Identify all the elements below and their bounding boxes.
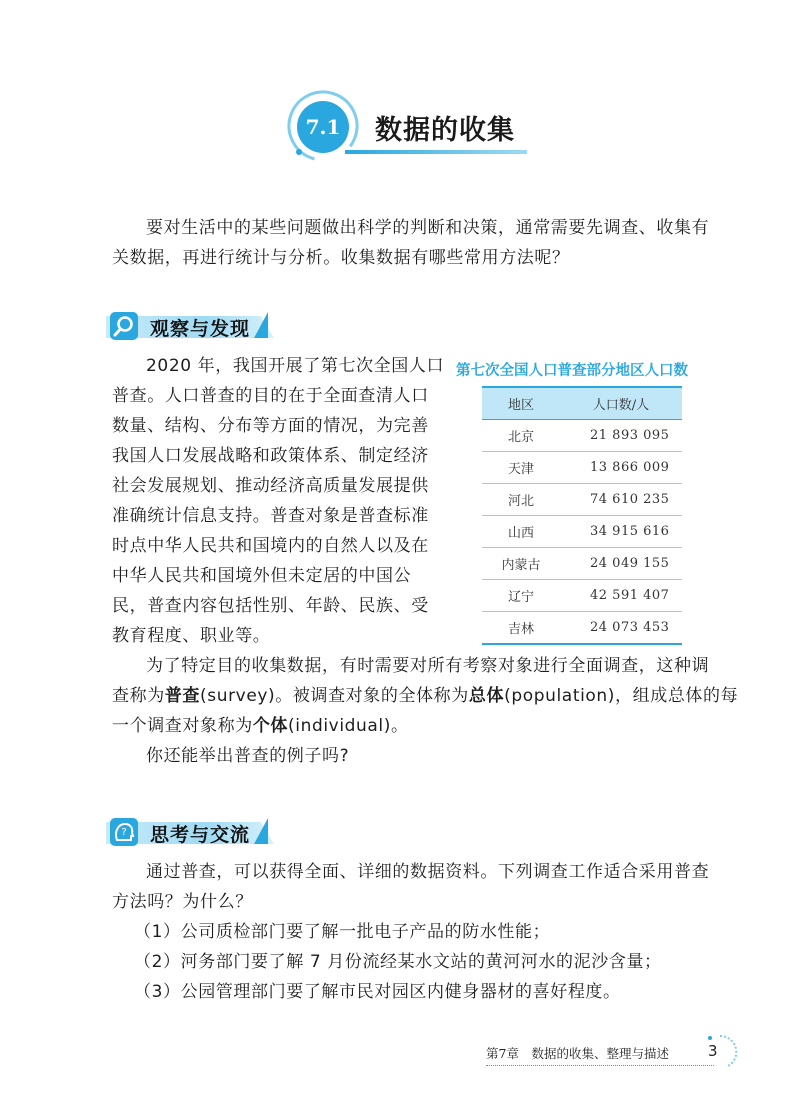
observe-line: 准确统计信息支持。普查对象是普查标准	[112, 506, 429, 526]
think-line-1: 通过普查，可以获得全面、详细的数据资料。下列调查工作适合采用普查	[146, 862, 710, 882]
definition-line-3: 一个调查对象称为个体(individual)。	[112, 716, 409, 736]
table-header-row	[482, 387, 682, 420]
term-individual: 个体	[252, 716, 289, 736]
definition-line-2: 查称为普查(survey)。被调查对象的全体称为总体(population)，组成总体的每	[112, 686, 739, 706]
observe-header-label: 观察与发现	[150, 318, 251, 340]
think-header	[106, 818, 286, 846]
population-cell: 21 893 095	[560, 420, 682, 452]
region-cell: 天津	[482, 452, 560, 484]
observe-line: 教育程度、职业等。	[112, 626, 271, 646]
term-population: 总体	[468, 686, 505, 706]
table-row	[482, 452, 682, 484]
table-caption: 第七次全国人口普查部分地区人口数	[456, 363, 688, 379]
region-cell: 吉林	[482, 612, 560, 645]
definition-question: 你还能举出普查的例子吗?	[146, 746, 350, 766]
observe-header	[106, 312, 286, 340]
section-heading	[285, 88, 545, 168]
table-row	[482, 612, 682, 645]
think-paragraph	[112, 857, 732, 1007]
table-row	[482, 580, 682, 612]
observe-line: 普查。人口普查的目的在于全面查清人口	[112, 386, 429, 406]
observe-line: 我国人口发展战略和政策体系、制定经济	[112, 446, 429, 466]
region-cell: 山西	[482, 516, 560, 548]
thinking-head-icon	[110, 818, 138, 846]
region-cell: 辽宁	[482, 580, 560, 612]
footer-arc-icon	[700, 1030, 740, 1070]
observe-line: 2020 年，我国开展了第七次全国人口	[146, 356, 445, 376]
population-cell: 13 866 009	[560, 452, 682, 484]
observe-line: 民，普查内容包括性别、年龄、民族、受	[112, 596, 429, 616]
column-header-population: 人口数/人	[560, 387, 682, 420]
term-census: 普查	[164, 686, 201, 706]
magnifier-icon	[110, 312, 138, 340]
svg-text:?: ?	[121, 827, 127, 838]
intro-line-1: 要对生活中的某些问题做出科学的判断和决策，通常需要先调查、收集有	[146, 218, 710, 238]
region-cell: 河北	[482, 484, 560, 516]
column-header-region: 地区	[482, 387, 560, 420]
footer-chapter: 第7章 数据的收集、整理与描述	[486, 1046, 669, 1061]
page-number: 3	[708, 1042, 718, 1060]
section-number: 7.1	[297, 101, 349, 153]
definition-line-1: 为了特定目的收集数据，有时需要对所有考察对象进行全面调查，这种调	[146, 656, 710, 676]
definition-paragraph	[112, 651, 739, 771]
think-item-2: （2）河务部门要了解 7 月份流经某水文站的黄河河水的泥沙含量；	[134, 952, 662, 972]
observe-line: 社会发展规划、推动经济高质量发展提供	[112, 476, 429, 496]
section-title: 数据的收集	[375, 115, 515, 146]
think-item-1: （1）公司质检部门要了解一批电子产品的防水性能；	[134, 922, 551, 942]
population-cell: 24 073 453	[560, 612, 682, 645]
population-table	[482, 386, 682, 645]
table-row	[482, 484, 682, 516]
population-cell: 42 591 407	[560, 580, 682, 612]
table-row	[482, 516, 682, 548]
intro-paragraph	[112, 213, 732, 273]
region-cell: 内蒙古	[482, 548, 560, 580]
observe-line: 数量、结构、分布等方面的情况，为完善	[112, 416, 429, 436]
observe-line: 时点中华人民共和国境内的自然人以及在	[112, 536, 429, 556]
think-item-3: （3）公园管理部门要了解市民对园区内健身器材的喜好程度。	[134, 982, 621, 1002]
table-row	[482, 420, 682, 452]
section-underline	[345, 150, 527, 154]
observe-line: 中华人民共和国境外但未定居的中国公	[112, 566, 412, 586]
think-header-label: 思考与交流	[150, 824, 251, 846]
table-row	[482, 548, 682, 580]
population-cell: 74 610 235	[560, 484, 682, 516]
region-cell: 北京	[482, 420, 560, 452]
population-cell: 34 915 616	[560, 516, 682, 548]
intro-line-2: 关数据，再进行统计与分析。收集数据有哪些常用方法呢？	[112, 248, 570, 268]
population-cell: 24 049 155	[560, 548, 682, 580]
observe-paragraph	[112, 351, 445, 651]
think-line-2: 方法吗？为什么？	[112, 892, 253, 912]
footer-rule	[486, 1065, 714, 1066]
